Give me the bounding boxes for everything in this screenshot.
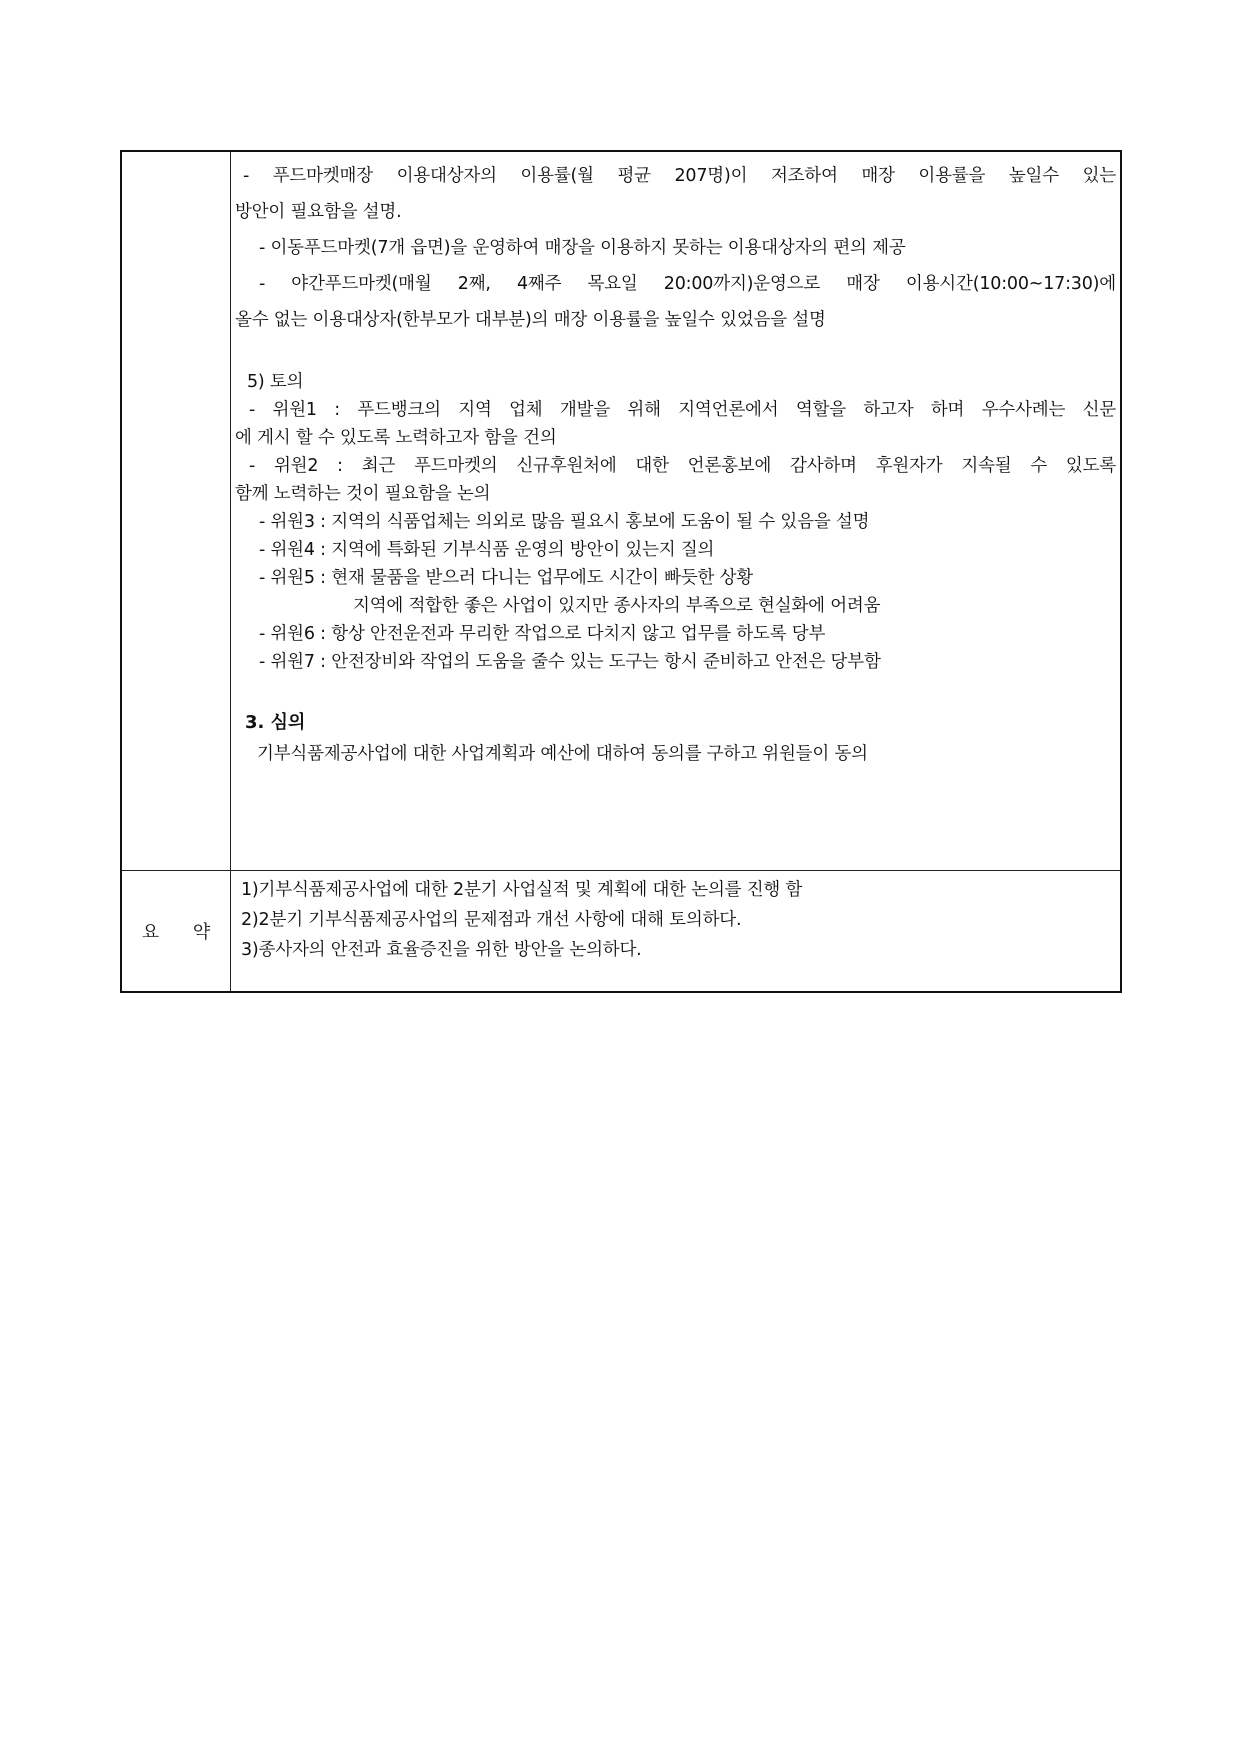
deliberation-title: 3. 심의: [245, 712, 306, 733]
content-line: 올수 없는 이용대상자(한부모가 대부분)의 매장 이용률을 높일수 있었음을 설명: [235, 310, 826, 330]
summary-label: 요 약: [141, 922, 225, 943]
summary-label-cell: [121, 871, 231, 993]
discussion-line: - 위원3 : 지역의 식품업체는 의외로 많음 필요시 홍보에 도움이 될 수 있음을 설명: [259, 512, 870, 532]
deliberation-text: 기부식품제공사업에 대한 사업계획과 예산에 대하여 동의를 구하고 위원들이 동의: [257, 744, 868, 764]
discussion-line: - 위원5 : 현재 물품을 받으러 다니는 업무에도 시간이 빠듯한 상황: [259, 568, 753, 588]
discussion-line: - 위원4 : 지역에 특화된 기부식품 운영의 방안이 있는지 질의: [259, 540, 715, 560]
content-line: - 야간푸드마켓(매월 2째, 4째주 목요일 20:00까지)운영으로 매장 이용시간(10:00~17:30)에: [259, 274, 1116, 294]
content-row: [121, 151, 1121, 871]
summary-row: [121, 871, 1121, 993]
discussion-line: 함께 노력하는 것이 필요함을 논의: [235, 484, 491, 504]
discussion-line: 에 게시 할 수 있도록 노력하고자 함을 건의: [235, 428, 557, 448]
content-label-cell: [121, 151, 231, 871]
content-line: - 이동푸드마켓(7개 읍면)을 운영하여 매장을 이용하지 못하는 이용대상자의 편의 제공: [259, 238, 906, 258]
discussion-title: 5) 토의: [247, 372, 304, 392]
discussion-line: - 위원7 : 안전장비와 작업의 도움을 줄수 있는 도구는 항시 준비하고 안전은 당부함: [259, 652, 881, 672]
content-line: 방안이 필요함을 설명.: [235, 202, 402, 222]
minutes-table: [120, 150, 1122, 993]
discussion-line: 지역에 적합한 좋은 사업이 있지만 종사자의 부족으로 현실화에 어려움: [353, 596, 881, 616]
summary-item: 3)종사자의 안전과 효율증진을 위한 방안을 논의하다.: [241, 940, 642, 960]
summary-item: 2)2분기 기부식품제공사업의 문제점과 개선 사항에 대해 토의하다.: [241, 910, 742, 930]
discussion-line: - 위원6 : 항상 안전운전과 무리한 작업으로 다치지 않고 업무를 하도록 당부: [259, 624, 826, 644]
content-line: - 푸드마켓매장 이용대상자의 이용률(월 평균 207명)이 저조하여 매장 이용률을 높일수 있는: [243, 166, 1116, 186]
summary-item: 1)기부식품제공사업에 대한 2분기 사업실적 및 계획에 대한 논의를 진행 함: [241, 880, 803, 900]
discussion-line: - 위원2 : 최근 푸드마켓의 신규후원처에 대한 언론홍보에 감사하며 후원자가 지속될 수 있도록: [249, 456, 1116, 476]
summary-cell: [231, 871, 1122, 993]
discussion-line: - 위원1 : 푸드뱅크의 지역 업체 개발을 위해 지역언론에서 역할을 하고자 하며 우수사례는 신문: [249, 400, 1116, 420]
content-cell: [231, 151, 1122, 871]
